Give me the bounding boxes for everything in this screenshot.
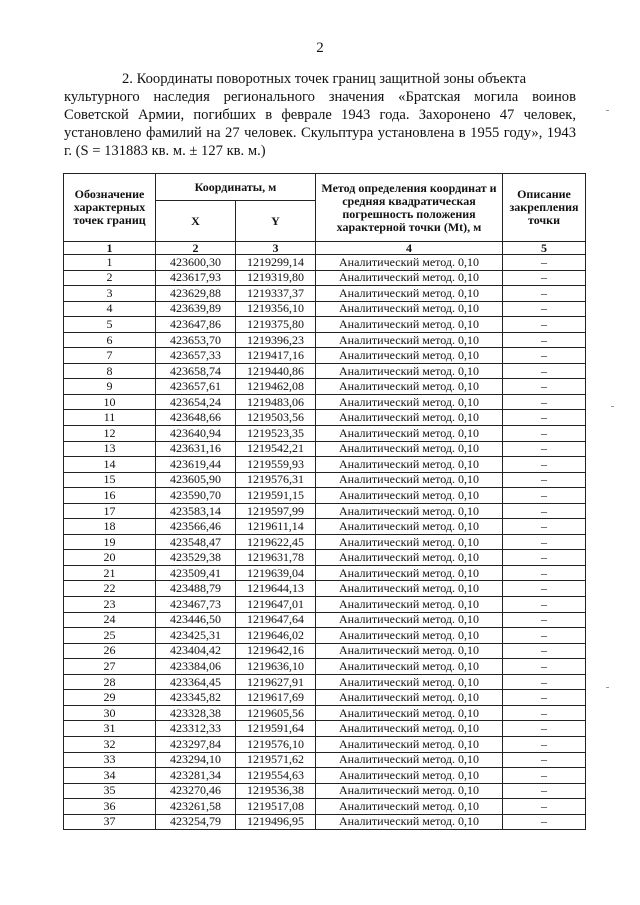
- scan-speck: [606, 687, 609, 688]
- table-row: [64, 581, 586, 597]
- table-row: [64, 534, 586, 550]
- y-coordinate-cell: 1219636,10: [236, 659, 316, 675]
- table-row: [64, 301, 586, 317]
- method-cell: Аналитический метод. 0,10: [316, 597, 503, 613]
- table-row: [64, 332, 586, 348]
- y-coordinate-cell: 1219647,01: [236, 597, 316, 613]
- point-number-cell: 10: [64, 394, 156, 410]
- y-coordinate-cell: 1219337,37: [236, 286, 316, 302]
- method-cell: Аналитический метод. 0,10: [316, 286, 503, 302]
- method-cell: Аналитический метод. 0,10: [316, 799, 503, 815]
- x-coordinate-cell: 423639,89: [156, 301, 236, 317]
- table-row: [64, 519, 586, 535]
- table-row: [64, 286, 586, 302]
- method-cell: Аналитический метод. 0,10: [316, 565, 503, 581]
- table-row: [64, 752, 586, 768]
- header-description: Описание закрепления точки: [503, 174, 586, 242]
- description-cell: –: [503, 736, 586, 752]
- table-row: [64, 503, 586, 519]
- y-coordinate-cell: 1219319,80: [236, 270, 316, 286]
- method-cell: Аналитический метод. 0,10: [316, 441, 503, 457]
- y-coordinate-cell: 1219611,14: [236, 519, 316, 535]
- description-cell: –: [503, 643, 586, 659]
- x-coordinate-cell: 423648,66: [156, 410, 236, 426]
- description-cell: –: [503, 457, 586, 473]
- method-cell: Аналитический метод. 0,10: [316, 721, 503, 737]
- method-cell: Аналитический метод. 0,10: [316, 270, 503, 286]
- x-coordinate-cell: 423566,46: [156, 519, 236, 535]
- x-coordinate-cell: 423446,50: [156, 612, 236, 628]
- point-number-cell: 6: [64, 332, 156, 348]
- method-cell: Аналитический метод. 0,10: [316, 472, 503, 488]
- y-coordinate-cell: 1219627,91: [236, 674, 316, 690]
- point-number-cell: 13: [64, 441, 156, 457]
- point-number-cell: 16: [64, 488, 156, 504]
- point-number-cell: 30: [64, 705, 156, 721]
- x-coordinate-cell: 423617,93: [156, 270, 236, 286]
- point-number-cell: 27: [64, 659, 156, 675]
- x-coordinate-cell: 423654,24: [156, 394, 236, 410]
- method-cell: Аналитический метод. 0,10: [316, 379, 503, 395]
- header-x: X: [156, 201, 236, 242]
- y-coordinate-cell: 1219591,15: [236, 488, 316, 504]
- method-cell: Аналитический метод. 0,10: [316, 301, 503, 317]
- description-cell: –: [503, 721, 586, 737]
- method-cell: Аналитический метод. 0,10: [316, 394, 503, 410]
- description-cell: –: [503, 565, 586, 581]
- point-number-cell: 3: [64, 286, 156, 302]
- x-coordinate-cell: 423404,42: [156, 643, 236, 659]
- table-row: [64, 721, 586, 737]
- description-cell: –: [503, 472, 586, 488]
- table-row: [64, 799, 586, 815]
- point-number-cell: 18: [64, 519, 156, 535]
- point-number-cell: 34: [64, 768, 156, 784]
- point-number-cell: 31: [64, 721, 156, 737]
- point-number-cell: 21: [64, 565, 156, 581]
- method-cell: Аналитический метод. 0,10: [316, 363, 503, 379]
- table-row: [64, 457, 586, 473]
- method-cell: Аналитический метод. 0,10: [316, 612, 503, 628]
- table-row: [64, 705, 586, 721]
- method-cell: Аналитический метод. 0,10: [316, 317, 503, 333]
- point-number-cell: 12: [64, 426, 156, 442]
- method-cell: Аналитический метод. 0,10: [316, 426, 503, 442]
- table-row: [64, 628, 586, 644]
- x-coordinate-cell: 423653,70: [156, 332, 236, 348]
- description-cell: –: [503, 488, 586, 504]
- column-number: 5: [503, 242, 586, 255]
- header-coordinates: Координаты, м: [156, 174, 316, 201]
- point-number-cell: 7: [64, 348, 156, 364]
- method-cell: Аналитический метод. 0,10: [316, 783, 503, 799]
- point-number-cell: 36: [64, 799, 156, 815]
- x-coordinate-cell: 423657,33: [156, 348, 236, 364]
- method-cell: Аналитический метод. 0,10: [316, 550, 503, 566]
- description-cell: –: [503, 503, 586, 519]
- y-coordinate-cell: 1219597,99: [236, 503, 316, 519]
- x-coordinate-cell: 423364,45: [156, 674, 236, 690]
- intro-first-line: 2. Координаты поворотных точек границ защитной зоны объекта: [122, 71, 527, 87]
- description-cell: –: [503, 705, 586, 721]
- y-coordinate-cell: 1219356,10: [236, 301, 316, 317]
- x-coordinate-cell: 423488,79: [156, 581, 236, 597]
- description-cell: –: [503, 394, 586, 410]
- scan-speck: [606, 110, 609, 111]
- description-cell: –: [503, 659, 586, 675]
- x-coordinate-cell: 423509,41: [156, 565, 236, 581]
- method-cell: Аналитический метод. 0,10: [316, 628, 503, 644]
- description-cell: –: [503, 286, 586, 302]
- point-number-cell: 28: [64, 674, 156, 690]
- table-row: [64, 768, 586, 784]
- point-number-cell: 15: [64, 472, 156, 488]
- description-cell: –: [503, 814, 586, 830]
- header-designation: Обозначение характерных точек границ: [64, 174, 156, 242]
- method-cell: Аналитический метод. 0,10: [316, 519, 503, 535]
- table-row: [64, 643, 586, 659]
- point-number-cell: 19: [64, 534, 156, 550]
- point-number-cell: 20: [64, 550, 156, 566]
- x-coordinate-cell: 423631,16: [156, 441, 236, 457]
- description-cell: –: [503, 612, 586, 628]
- description-cell: –: [503, 379, 586, 395]
- x-coordinate-cell: 423297,84: [156, 736, 236, 752]
- x-coordinate-cell: 423467,73: [156, 597, 236, 613]
- method-cell: Аналитический метод. 0,10: [316, 752, 503, 768]
- x-coordinate-cell: 423548,47: [156, 534, 236, 550]
- method-cell: Аналитический метод. 0,10: [316, 690, 503, 706]
- description-cell: –: [503, 301, 586, 317]
- x-coordinate-cell: 423658,74: [156, 363, 236, 379]
- column-number: 3: [236, 242, 316, 255]
- coordinates-table: [63, 173, 586, 830]
- y-coordinate-cell: 1219631,78: [236, 550, 316, 566]
- y-coordinate-cell: 1219576,31: [236, 472, 316, 488]
- method-cell: Аналитический метод. 0,10: [316, 659, 503, 675]
- x-coordinate-cell: 423384,06: [156, 659, 236, 675]
- y-coordinate-cell: 1219299,14: [236, 255, 316, 271]
- description-cell: –: [503, 534, 586, 550]
- y-coordinate-cell: 1219496,95: [236, 814, 316, 830]
- table-row: [64, 379, 586, 395]
- point-number-cell: 11: [64, 410, 156, 426]
- table-row: [64, 255, 586, 271]
- table-row: [64, 394, 586, 410]
- y-coordinate-cell: 1219559,93: [236, 457, 316, 473]
- point-number-cell: 25: [64, 628, 156, 644]
- x-coordinate-cell: 423647,86: [156, 317, 236, 333]
- intro-continuation: культурного наследия регионального значения «Братская могила воинов Советской Армии, погибших в феврале 1943 года. Захоронено 47 человек, установлено фамилий на 27 человек. Скульптура установлена в 1955 году», 1943 г. (S = 131883 кв. м. ± 127 кв. м.): [64, 89, 576, 159]
- table-row: [64, 317, 586, 333]
- y-coordinate-cell: 1219542,21: [236, 441, 316, 457]
- description-cell: –: [503, 426, 586, 442]
- method-cell: Аналитический метод. 0,10: [316, 410, 503, 426]
- table-row: [64, 612, 586, 628]
- table-row: [64, 674, 586, 690]
- description-cell: –: [503, 690, 586, 706]
- x-coordinate-cell: 423294,10: [156, 752, 236, 768]
- description-cell: –: [503, 270, 586, 286]
- y-coordinate-cell: 1219503,56: [236, 410, 316, 426]
- y-coordinate-cell: 1219647,64: [236, 612, 316, 628]
- point-number-cell: 5: [64, 317, 156, 333]
- column-number: 4: [316, 242, 503, 255]
- point-number-cell: 1: [64, 255, 156, 271]
- method-cell: Аналитический метод. 0,10: [316, 534, 503, 550]
- y-coordinate-cell: 1219622,45: [236, 534, 316, 550]
- point-number-cell: 35: [64, 783, 156, 799]
- column-number: 1: [64, 242, 156, 255]
- description-cell: –: [503, 441, 586, 457]
- scan-speck: [611, 406, 614, 407]
- y-coordinate-cell: 1219440,86: [236, 363, 316, 379]
- description-cell: –: [503, 768, 586, 784]
- description-cell: –: [503, 363, 586, 379]
- table-row: [64, 690, 586, 706]
- y-coordinate-cell: 1219644,13: [236, 581, 316, 597]
- x-coordinate-cell: 423629,88: [156, 286, 236, 302]
- table-row: [64, 270, 586, 286]
- table-row: [64, 410, 586, 426]
- x-coordinate-cell: 423605,90: [156, 472, 236, 488]
- point-number-cell: 33: [64, 752, 156, 768]
- table-row: [64, 597, 586, 613]
- y-coordinate-cell: 1219462,08: [236, 379, 316, 395]
- point-number-cell: 37: [64, 814, 156, 830]
- description-cell: –: [503, 674, 586, 690]
- description-cell: –: [503, 550, 586, 566]
- y-coordinate-cell: 1219605,56: [236, 705, 316, 721]
- header-y: Y: [236, 201, 316, 242]
- table-row: [64, 565, 586, 581]
- method-cell: Аналитический метод. 0,10: [316, 768, 503, 784]
- x-coordinate-cell: 423657,61: [156, 379, 236, 395]
- method-cell: Аналитический метод. 0,10: [316, 581, 503, 597]
- table-row: [64, 363, 586, 379]
- description-cell: –: [503, 410, 586, 426]
- x-coordinate-cell: 423619,44: [156, 457, 236, 473]
- point-number-cell: 9: [64, 379, 156, 395]
- table-row: [64, 426, 586, 442]
- x-coordinate-cell: 423529,38: [156, 550, 236, 566]
- y-coordinate-cell: 1219536,38: [236, 783, 316, 799]
- y-coordinate-cell: 1219639,04: [236, 565, 316, 581]
- description-cell: –: [503, 783, 586, 799]
- description-cell: –: [503, 799, 586, 815]
- y-coordinate-cell: 1219617,69: [236, 690, 316, 706]
- x-coordinate-cell: 423270,46: [156, 783, 236, 799]
- y-coordinate-cell: 1219375,80: [236, 317, 316, 333]
- x-coordinate-cell: 423590,70: [156, 488, 236, 504]
- section-intro-paragraph: [64, 70, 576, 160]
- x-coordinate-cell: 423425,31: [156, 628, 236, 644]
- point-number-cell: 17: [64, 503, 156, 519]
- page-number: 2: [316, 40, 324, 56]
- y-coordinate-cell: 1219517,08: [236, 799, 316, 815]
- point-number-cell: 26: [64, 643, 156, 659]
- description-cell: –: [503, 628, 586, 644]
- point-number-cell: 14: [64, 457, 156, 473]
- point-number-cell: 4: [64, 301, 156, 317]
- table-row: [64, 783, 586, 799]
- x-coordinate-cell: 423261,58: [156, 799, 236, 815]
- x-coordinate-cell: 423254,79: [156, 814, 236, 830]
- description-cell: –: [503, 317, 586, 333]
- y-coordinate-cell: 1219396,23: [236, 332, 316, 348]
- y-coordinate-cell: 1219523,35: [236, 426, 316, 442]
- column-number-row: [64, 242, 586, 255]
- point-number-cell: 2: [64, 270, 156, 286]
- table-row: [64, 441, 586, 457]
- description-cell: –: [503, 332, 586, 348]
- point-number-cell: 8: [64, 363, 156, 379]
- method-cell: Аналитический метод. 0,10: [316, 457, 503, 473]
- method-cell: Аналитический метод. 0,10: [316, 503, 503, 519]
- description-cell: –: [503, 255, 586, 271]
- method-cell: Аналитический метод. 0,10: [316, 674, 503, 690]
- table-row: [64, 488, 586, 504]
- x-coordinate-cell: 423328,38: [156, 705, 236, 721]
- method-cell: Аналитический метод. 0,10: [316, 348, 503, 364]
- point-number-cell: 24: [64, 612, 156, 628]
- point-number-cell: 29: [64, 690, 156, 706]
- method-cell: Аналитический метод. 0,10: [316, 736, 503, 752]
- y-coordinate-cell: 1219483,06: [236, 394, 316, 410]
- y-coordinate-cell: 1219417,16: [236, 348, 316, 364]
- table-row: [64, 550, 586, 566]
- table-row: [64, 659, 586, 675]
- description-cell: –: [503, 348, 586, 364]
- y-coordinate-cell: 1219576,10: [236, 736, 316, 752]
- header-method: Метод определения координат и средняя квадратическая погрешность положения характерной точки (Mt), м: [316, 174, 503, 242]
- x-coordinate-cell: 423345,82: [156, 690, 236, 706]
- description-cell: –: [503, 581, 586, 597]
- table-row: [64, 472, 586, 488]
- x-coordinate-cell: 423312,33: [156, 721, 236, 737]
- x-coordinate-cell: 423583,14: [156, 503, 236, 519]
- point-number-cell: 22: [64, 581, 156, 597]
- method-cell: Аналитический метод. 0,10: [316, 643, 503, 659]
- y-coordinate-cell: 1219646,02: [236, 628, 316, 644]
- description-cell: –: [503, 752, 586, 768]
- table-row: [64, 348, 586, 364]
- method-cell: Аналитический метод. 0,10: [316, 255, 503, 271]
- point-number-cell: 32: [64, 736, 156, 752]
- y-coordinate-cell: 1219554,63: [236, 768, 316, 784]
- y-coordinate-cell: 1219591,64: [236, 721, 316, 737]
- y-coordinate-cell: 1219571,62: [236, 752, 316, 768]
- description-cell: –: [503, 597, 586, 613]
- point-number-cell: 23: [64, 597, 156, 613]
- x-coordinate-cell: 423640,94: [156, 426, 236, 442]
- table-row: [64, 736, 586, 752]
- method-cell: Аналитический метод. 0,10: [316, 705, 503, 721]
- method-cell: Аналитический метод. 0,10: [316, 488, 503, 504]
- table-body: [64, 255, 586, 830]
- method-cell: Аналитический метод. 0,10: [316, 814, 503, 830]
- y-coordinate-cell: 1219642,16: [236, 643, 316, 659]
- x-coordinate-cell: 423600,30: [156, 255, 236, 271]
- table-row: [64, 814, 586, 830]
- method-cell: Аналитический метод. 0,10: [316, 332, 503, 348]
- x-coordinate-cell: 423281,34: [156, 768, 236, 784]
- description-cell: –: [503, 519, 586, 535]
- column-number: 2: [156, 242, 236, 255]
